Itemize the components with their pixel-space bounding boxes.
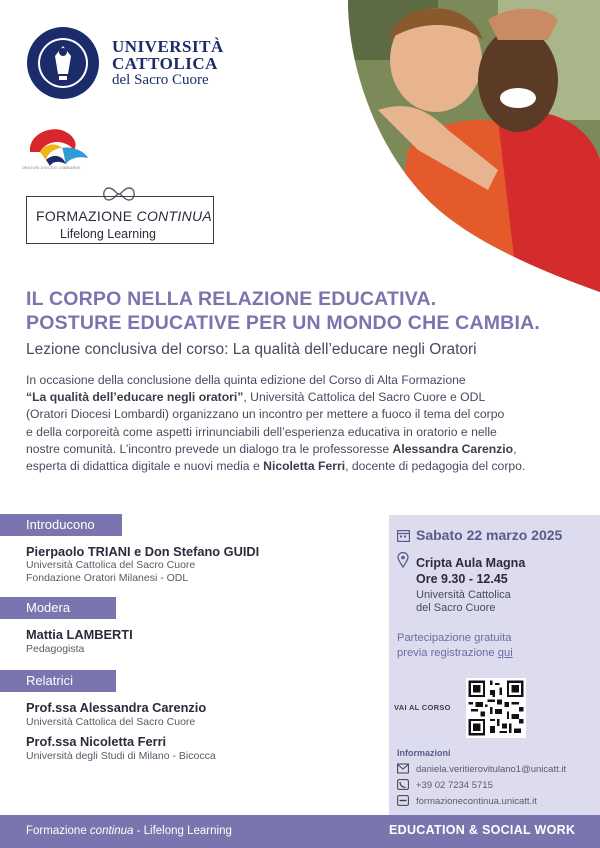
participation-text: previa registrazione [397, 647, 498, 659]
relatrice-carenzio-name: Prof.ssa Alessandra Carenzio [26, 700, 207, 715]
calendar-icon [397, 529, 410, 542]
place-line2: del Sacro Cuore [416, 602, 496, 614]
modera-affiliation: Pedagogista [26, 643, 85, 655]
info-heading: Informazioni [397, 748, 451, 758]
university-name-line1: UNIVERSITÀ [112, 37, 224, 56]
event-date: Sabato 22 marzo 2025 [416, 527, 563, 543]
location-pin-icon [397, 552, 409, 568]
event-title-line1: IL CORPO NELLA RELAZIONE EDUCATIVA. [26, 288, 437, 310]
intro-text-8: , docente di pedagogia del corpo. [345, 459, 526, 474]
introducono-names: Pierpaolo TRIANI e Don Stefano GUIDI [26, 544, 260, 559]
email-icon [397, 763, 409, 774]
modera-name: Mattia LAMBERTI [26, 627, 133, 642]
footer-right-text: EDUCATION & SOCIAL WORK [389, 823, 576, 837]
intro-text-5: nostre comunità. L’incontro prevede un dialogo tra le professoresse [26, 441, 393, 456]
info-email[interactable]: daniela.veritierovitulano1@unicatt.it [416, 764, 567, 775]
web-icon [397, 795, 409, 806]
children-photo [318, 0, 600, 292]
footer-left-text [26, 825, 232, 837]
formazione-continua-subtitle: Lifelong Learning [60, 227, 156, 241]
info-website[interactable]: formazionecontinua.unicatt.it [416, 796, 537, 807]
relatrice-carenzio-affiliation: Università Cattolica del Sacro Cuore [26, 716, 196, 728]
intro-text-1: In occasione della conclusione della quinta edizione del Corso di Alta Formazione [26, 373, 466, 387]
event-venue [416, 555, 525, 587]
intro-paragraph [26, 372, 581, 475]
fc-title-part2: CONTINUA [136, 208, 213, 224]
intro-text-7: esperta di didattica digitale e nuovi media e [26, 459, 264, 474]
phone-icon [397, 779, 409, 790]
registration-link[interactable]: qui [497, 647, 513, 659]
event-subtitle: Lezione conclusiva del corso: La qualità dell’educare negli Oratori [26, 341, 477, 358]
relatrice-ferri-affiliation: Università degli Studi di Milano - Bicocca [26, 750, 216, 762]
info-phone[interactable]: +39 02 7234 5715 [416, 780, 493, 791]
event-time: Ore 9.30 - 12.45 [416, 572, 508, 586]
relatrici-label: Relatrici [0, 670, 116, 692]
footer-left-2: continua [89, 825, 134, 837]
intro-text-4: e della corporeità come aspetti irrinunciabili dell’esperienza educativa in oratorio e nelle [26, 424, 497, 439]
footer-left-1: Formazione [26, 825, 90, 837]
introducono-affiliation1: Università Cattolica del Sacro Cuore [26, 559, 196, 571]
intro-text-3: (Oratori Diocesi Lombardi) organizzano un incontro per mettere a fuoco il tema del corpo [26, 407, 505, 422]
introducono-affiliation2: Fondazione Oratori Milanesi - ODL [26, 572, 189, 584]
university-name [112, 38, 224, 88]
modera-label: Modera [0, 597, 116, 619]
university-seal-logo [26, 26, 100, 100]
relatrice-ferri-name: Prof.ssa Nicoletta Ferri [26, 734, 167, 749]
participation-line1: Partecipazione gratuita [397, 632, 512, 644]
intro-course-name: “La qualità dell’educare negli oratori” [26, 390, 244, 405]
intro-name-carenzio: Alessandra Carenzio [392, 441, 514, 456]
intro-text-6: , [513, 441, 517, 456]
venue-room: Cripta Aula Magna [416, 556, 526, 570]
place-line1: Università Cattolica [416, 589, 511, 601]
participation-line2 [397, 646, 513, 661]
odl-caption: ORATORI DIOCESI LOMBARDE [22, 166, 81, 170]
qr-label: VAI AL CORSO [394, 703, 451, 712]
event-place [416, 589, 511, 615]
intro-text-2: , Università Cattolica del Sacro Cuore e ODL [243, 390, 486, 405]
participation-info [397, 631, 513, 661]
event-title-line2: POSTURE EDUCATIVE PER UN MONDO CHE CAMBIA. [26, 312, 540, 334]
university-name-line3: del Sacro Cuore [112, 72, 209, 88]
fc-title-part1: FORMAZIONE [36, 208, 137, 224]
formazione-continua-title [36, 208, 212, 224]
introducono-label: Introducono [0, 514, 122, 536]
qr-code[interactable] [466, 678, 526, 738]
footer-left-3: - Lifelong Learning [133, 825, 232, 837]
intro-name-ferri: Nicoletta Ferri [263, 459, 346, 474]
university-name-line2: CATTOLICA [112, 54, 218, 73]
